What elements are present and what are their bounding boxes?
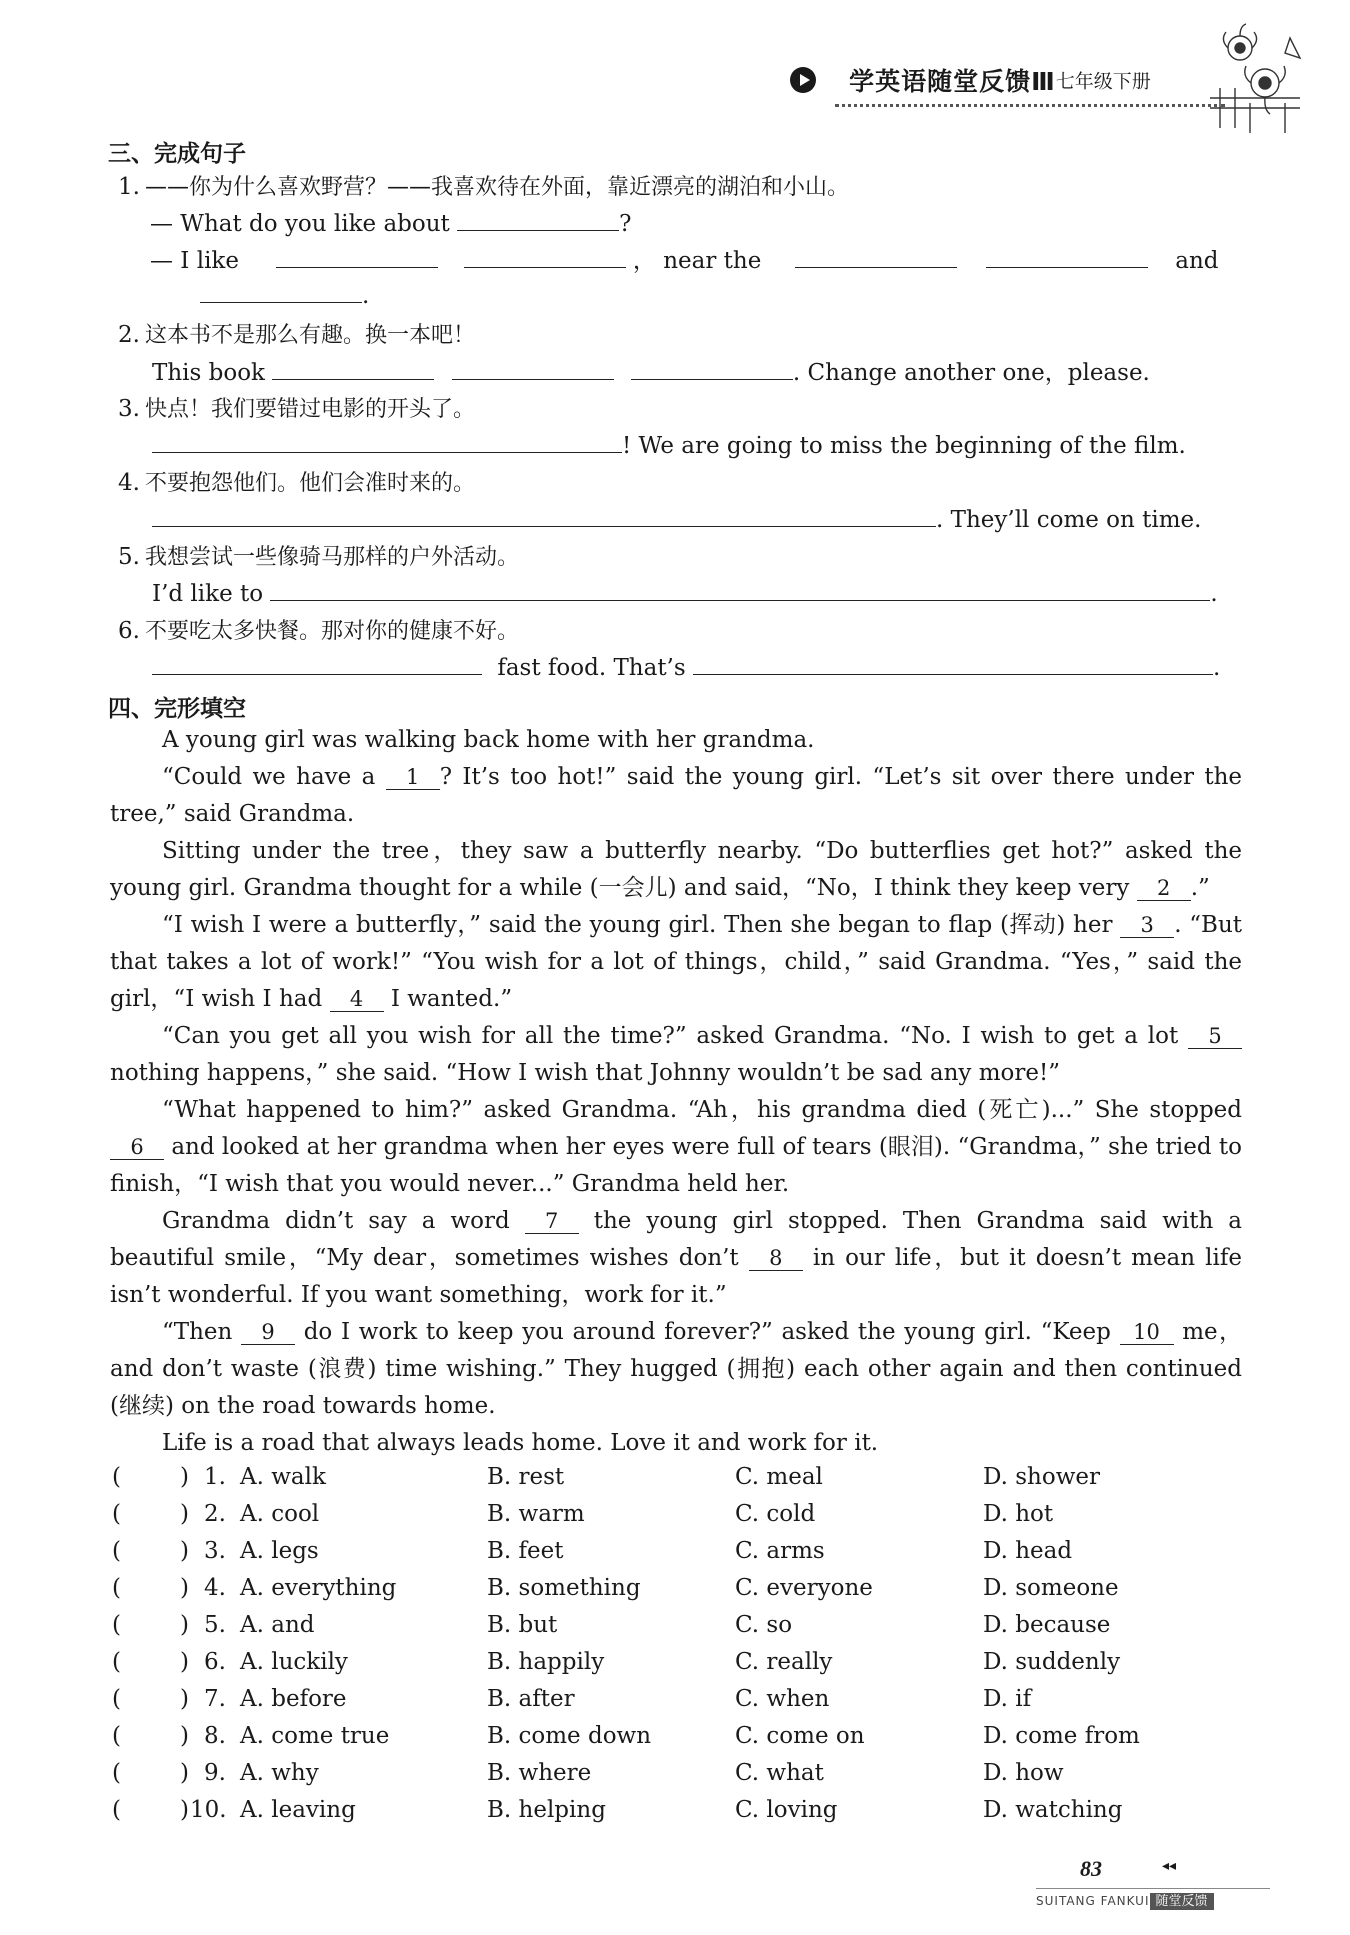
sentence-item-4-line: . They’ll come on time. [152, 502, 1201, 533]
option-d: D. someone [983, 1575, 1119, 1601]
cloze-text: . “But that takes a lot of work!” “You wish for a lot of things，child，” said Grandma. “Yes，” said the girl，“I wish I had [110, 912, 1242, 1012]
play-icon [790, 67, 816, 93]
answer-blank[interactable] [631, 355, 793, 380]
cloze-text: the young girl stopped. Then Grandma said with a beautiful smile，“My dear，sometimes wishes don’t [110, 1208, 1242, 1271]
book-title: 学英语随堂反馈Ⅲ [849, 67, 1056, 96]
footer-rule [1036, 1888, 1270, 1889]
sentence-item-1-line-3: . [200, 278, 369, 309]
answer-blank[interactable] [986, 243, 1148, 268]
option-a: A. before [240, 1686, 347, 1712]
cloze-text: .” [1190, 875, 1210, 901]
answer-blank[interactable] [276, 243, 438, 268]
cloze-paragraph [110, 1203, 1242, 1314]
cloze-paragraph [110, 1092, 1242, 1203]
sentence-item-3-chinese: 3. 快点！我们要错过电影的开头了。 [118, 396, 476, 422]
option-c: C. come on [735, 1723, 865, 1749]
option-a: A. and [240, 1612, 315, 1638]
answer-bracket[interactable]: ( [112, 1760, 121, 1786]
cloze-text: “Then [162, 1319, 242, 1345]
cloze-paragraph [110, 1018, 1242, 1092]
cloze-text: A young girl was walking back home with her grandma. [162, 727, 815, 753]
cloze-blank[interactable]: 7 [525, 1209, 579, 1234]
sentence-item-3-line: ! We are going to miss the beginning of the film. [152, 428, 1186, 459]
cloze-text: “Could we have a [162, 764, 386, 790]
cloze-paragraph [110, 759, 1242, 833]
answer-bracket: ) [180, 1612, 189, 1638]
answer-bracket: ) [180, 1575, 189, 1601]
option-b: B. come down [487, 1723, 652, 1749]
question-number: 10. [190, 1797, 227, 1823]
cloze-blank[interactable]: 5 [1188, 1024, 1242, 1049]
answer-bracket[interactable]: ( [112, 1612, 121, 1638]
option-d: D. shower [983, 1464, 1100, 1490]
item-number: 1. [118, 174, 140, 200]
sentence-item-5-chinese: 5. 我想尝试一些像骑马那样的户外活动。 [118, 544, 520, 570]
cloze-blank[interactable]: 4 [330, 987, 384, 1012]
cloze-paragraph [110, 1425, 1242, 1462]
sentence-item-1-line-1: — What do you like about ? [150, 206, 631, 237]
question-number: 4. [204, 1575, 226, 1601]
option-c: C. loving [735, 1797, 838, 1823]
answer-bracket: ) [180, 1538, 189, 1564]
footer-bar [1036, 1890, 1214, 1909]
sentence-item-5-line: I’d like to . [152, 576, 1218, 607]
cloze-paragraph [110, 1314, 1242, 1425]
option-d: D. hot [983, 1501, 1054, 1527]
cloze-paragraph [110, 833, 1242, 907]
option-d: D. head [983, 1538, 1073, 1564]
option-a: A. come true [240, 1723, 390, 1749]
cloze-text: and looked at her grandma when her eyes were full of tears (眼泪). “Grandma，” she tried to finish，“I wish that you would never...” Grandma held her. [110, 1134, 1242, 1197]
question-number: 1. [204, 1464, 226, 1490]
sentence-item-1-chinese [118, 170, 849, 201]
answer-blank[interactable] [152, 428, 622, 453]
answer-bracket[interactable]: ( [112, 1538, 121, 1564]
option-b: B. happily [487, 1649, 605, 1675]
sentence-item-1-line-2: — I like ， near the and [150, 242, 1219, 275]
section-title-cloze: 四、完形填空 [108, 696, 246, 722]
answer-bracket[interactable]: ( [112, 1501, 121, 1527]
cloze-blank[interactable]: 3 [1120, 913, 1174, 938]
cloze-text: I wanted.” [383, 986, 513, 1012]
cloze-text: me，and don’t waste (浪费) time wishing.” They hugged (拥抱) each other again and then continued (继续) on the road towards home. [110, 1319, 1243, 1419]
option-d: D. suddenly [983, 1649, 1121, 1675]
sunflower-decoration-icon [1190, 18, 1310, 138]
cloze-text: “What happened to him?” asked Grandma. “Ah，his grandma died (死亡)...” She stopped [162, 1097, 1242, 1123]
footer-brand-en: SUITANG FANKUI [1036, 1894, 1150, 1908]
option-b: B. feet [487, 1538, 564, 1564]
option-b: B. warm [487, 1501, 585, 1527]
option-c: C. everyone [735, 1575, 873, 1601]
cloze-blank[interactable]: 9 [241, 1320, 295, 1345]
cloze-blank[interactable]: 2 [1137, 876, 1191, 901]
answer-blank[interactable] [272, 355, 434, 380]
answer-bracket[interactable]: ( [112, 1575, 121, 1601]
option-c: C. cold [735, 1501, 816, 1527]
page-arrows-icon: ◂◂ [1162, 1858, 1177, 1874]
option-b: B. after [487, 1686, 575, 1712]
cloze-paragraph [110, 722, 1242, 759]
option-c: C. arms [735, 1538, 825, 1564]
cloze-blank[interactable]: 8 [749, 1246, 803, 1271]
option-a: A. cool [240, 1501, 320, 1527]
option-a: A. everything [240, 1575, 397, 1601]
question-number: 5. [204, 1612, 226, 1638]
cloze-blank[interactable]: 6 [110, 1135, 164, 1160]
answer-blank[interactable] [795, 243, 957, 268]
answer-bracket: ) [180, 1723, 189, 1749]
sentence-item-2-chinese: 2. 这本书不是那么有趣。换一本吧！ [118, 322, 476, 348]
answer-blank[interactable] [152, 502, 936, 527]
answer-bracket[interactable]: ( [112, 1723, 121, 1749]
chinese-prompt: ——你为什么喜欢野营？——我喜欢待在外面，靠近漂亮的湖泊和小山。 [145, 175, 850, 200]
answer-bracket: ) [180, 1797, 189, 1823]
question-number: 9. [204, 1760, 226, 1786]
cloze-text: Sitting under the tree，they saw a butterfly nearby. “Do butterflies get hot?” asked the young girl. Grandma thought for a while (一会儿) and said，“No，I think they keep very [110, 838, 1242, 901]
cloze-text: do I work to keep you around forever?” asked the young girl. “Keep [295, 1319, 1120, 1345]
cloze-text: “I wish I were a butterfly，” said the young girl. Then she began to flap (挥动) her [162, 912, 1121, 938]
option-b: B. but [487, 1612, 558, 1638]
option-a: A. walk [240, 1464, 326, 1490]
cloze-passage [110, 722, 1242, 1462]
answer-blank[interactable] [452, 355, 614, 380]
book-grade: 七年级下册 [1055, 70, 1151, 93]
section-title-sentence-completion: 三、完成句子 [108, 141, 246, 167]
question-number: 8. [204, 1723, 226, 1749]
cloze-text: Life is a road that always leads home. Love it and work for it. [162, 1430, 879, 1456]
option-a: A. why [240, 1760, 319, 1786]
option-d: D. come from [983, 1723, 1140, 1749]
answer-blank[interactable] [464, 243, 626, 268]
cloze-text: ? It’s too hot!” said the young girl. “Let’s sit over there under the tree,” said Grandma. [110, 764, 1243, 827]
option-a: A. leaving [240, 1797, 356, 1823]
cloze-blank[interactable]: 10 [1120, 1320, 1174, 1345]
cloze-text: “Can you get all you wish for all the time?” asked Grandma. “No. I wish to get a lot [162, 1023, 1188, 1049]
option-a: A. luckily [240, 1649, 348, 1675]
answer-blank[interactable] [152, 650, 482, 675]
answer-bracket[interactable]: ( [112, 1686, 121, 1712]
answer-blank[interactable] [693, 650, 1213, 675]
option-b: B. something [487, 1575, 641, 1601]
answer-bracket[interactable]: ( [112, 1797, 121, 1823]
header-dotted-rule [835, 104, 1225, 107]
page-number: 83 [1080, 1856, 1102, 1881]
option-c: C. really [735, 1649, 833, 1675]
sentence-item-4-chinese: 4. 不要抱怨他们。他们会准时来的。 [118, 470, 476, 496]
cloze-text: nothing happens，” she said. “How I wish that Johnny wouldn’t be sad any more!” [110, 1060, 1060, 1086]
answer-bracket[interactable]: ( [112, 1649, 121, 1675]
option-b: B. rest [487, 1464, 565, 1490]
option-d: D. because [983, 1612, 1111, 1638]
question-number: 3. [204, 1538, 226, 1564]
option-a: A. legs [240, 1538, 319, 1564]
option-b: B. helping [487, 1797, 606, 1823]
option-c: C. what [735, 1760, 824, 1786]
answer-bracket: ) [180, 1760, 189, 1786]
footer-brand-cn: 随堂反馈 [1150, 1893, 1214, 1910]
answer-blank[interactable] [270, 576, 1210, 601]
option-c: C. when [735, 1686, 830, 1712]
answer-bracket: ) [180, 1464, 189, 1490]
option-d: D. how [983, 1760, 1064, 1786]
option-c: C. so [735, 1612, 793, 1638]
option-b: B. where [487, 1760, 592, 1786]
header [790, 62, 1151, 98]
option-c: C. meal [735, 1464, 823, 1490]
answer-bracket[interactable]: ( [112, 1464, 121, 1490]
sentence-item-6-chinese: 6. 不要吃太多快餐。那对你的健康不好。 [118, 618, 520, 644]
sentence-item-2-line: This book . Change another one，please. [152, 354, 1150, 387]
cloze-text: Grandma didn’t say a word [162, 1208, 525, 1234]
answer-blank[interactable] [457, 206, 619, 231]
answer-bracket: ) [180, 1649, 189, 1675]
cloze-paragraph [110, 907, 1242, 1018]
question-number: 7. [204, 1686, 226, 1712]
question-number: 6. [204, 1649, 226, 1675]
sentence-item-6-line: fast food. That’s . [152, 650, 1220, 681]
cloze-blank[interactable]: 1 [386, 765, 440, 790]
question-number: 2. [204, 1501, 226, 1527]
answer-blank[interactable] [200, 278, 362, 303]
cloze-text: in our life，but it doesn’t mean life isn’t wonderful. If you want something，work for it.” [110, 1245, 1242, 1308]
answer-bracket: ) [180, 1686, 189, 1712]
option-d: D. if [983, 1686, 1032, 1712]
answer-bracket: ) [180, 1501, 189, 1527]
option-d: D. watching [983, 1797, 1123, 1823]
